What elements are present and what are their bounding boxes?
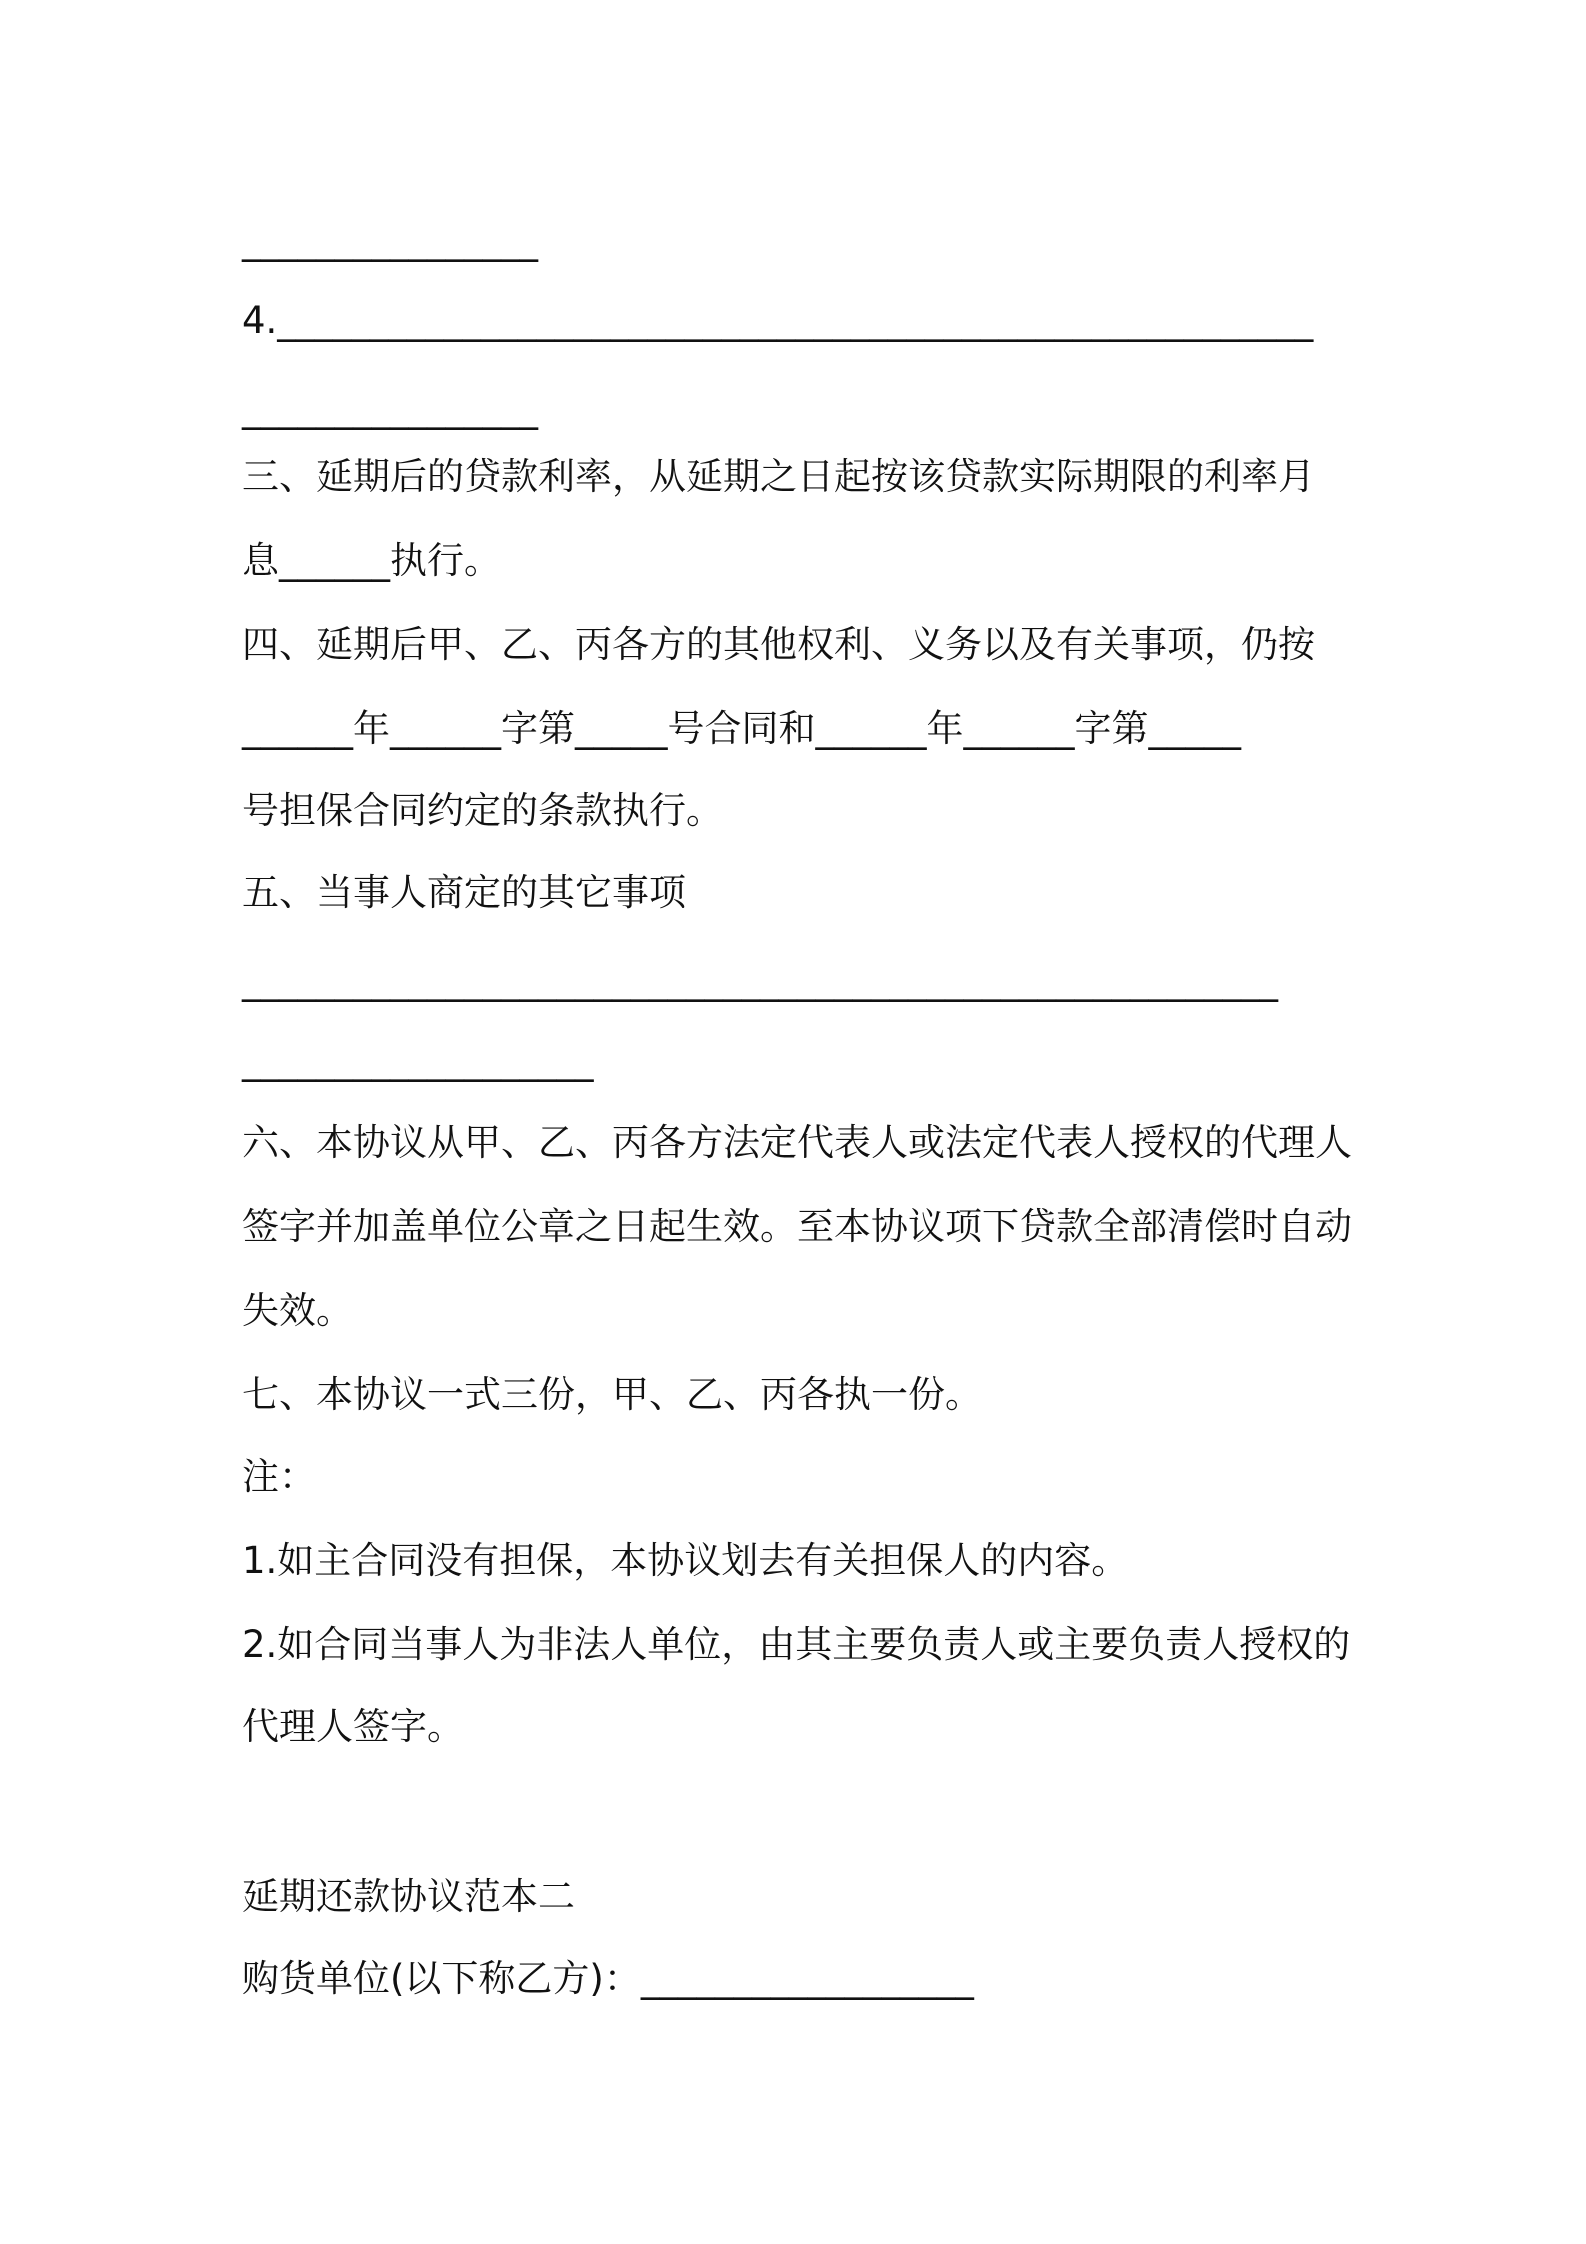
buyer-field-line: 购货单位(以下称乙方)：__________________: [242, 1957, 974, 2000]
note-1-line: 1.如主合同没有担保，本协议划去有关担保人的内容。: [242, 1539, 1129, 1582]
clause-4-line-3: 号担保合同约定的条款执行。: [242, 789, 723, 832]
clause-5-heading: 五、当事人商定的其它事项: [242, 871, 686, 914]
clause-6-line-1: 六、本协议从甲、乙、丙各方法定代表人或法定代表人授权的代理人: [242, 1121, 1352, 1164]
clause-6-line-2: 签字并加盖单位公章之日起生效。至本协议项下贷款全部清偿时自动: [242, 1205, 1352, 1248]
note-2-line-1: 2.如合同当事人为非法人单位，由其主要负责人或主要负责人授权的: [242, 1623, 1351, 1666]
clause-3-line-1: 三、延期后的贷款利率，从延期之日起按该贷款实际期限的利率月: [242, 455, 1315, 498]
blank-line: ________________: [242, 219, 538, 262]
note-heading: 注：: [242, 1455, 316, 1498]
item-4-line: 4.________________________________________________________: [242, 299, 1314, 342]
section-title: 延期还款协议范本二: [242, 1875, 575, 1918]
clause-6-line-3: 失效。: [242, 1289, 353, 1332]
clause-4-line-1: 四、延期后甲、乙、丙各方的其他权利、义务以及有关事项，仍按: [242, 623, 1315, 666]
blank-line: ________________: [242, 387, 538, 430]
blank-line: ________________________________________________________: [242, 959, 1278, 1002]
blank-line: ___________________: [242, 1039, 594, 1082]
clause-3-line-2: 息______执行。: [242, 539, 501, 582]
note-2-line-2: 代理人签字。: [242, 1705, 464, 1748]
clause-7-line: 七、本协议一式三份，甲、乙、丙各执一份。: [242, 1373, 982, 1416]
clause-4-line-2: ______年______字第_____号合同和______年______字第_____: [242, 707, 1241, 750]
